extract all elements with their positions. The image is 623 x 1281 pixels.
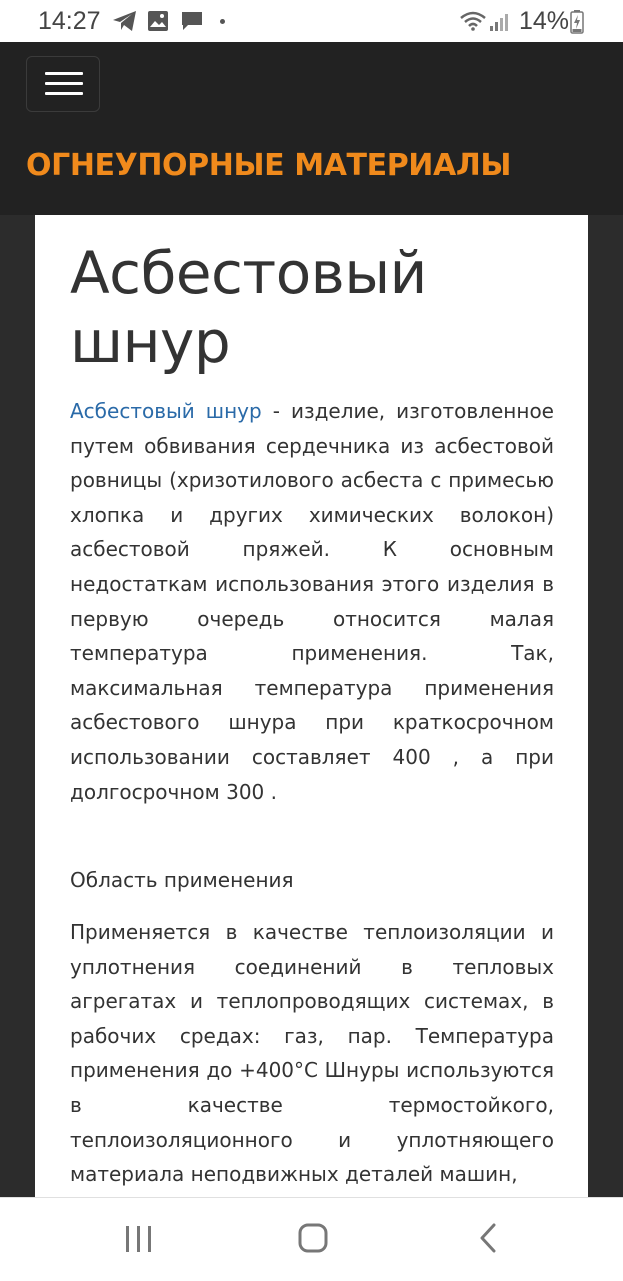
article-intro-text: - изделие, изготовленное путем обвивания сердечника из асбестовой ровницы (хризотилового асбеста с примесью хлопка и других химических волокон) асбестовой пряжей. К основным недостаткам использования этого изделия в первую очередь относится малая температура применения. Так, максимальная температура применения асбестового шнура при краткосрочном использовании составляет 400 , а при долгосрочном 300 . [70,399,554,804]
signal-icon [489,12,511,36]
gallery-icon [147,10,169,36]
home-icon[interactable] [298,1223,328,1257]
battery-charging-icon [570,10,584,38]
section-heading: Область применения [70,868,294,892]
wifi-icon [459,11,487,35]
back-icon[interactable] [478,1223,498,1257]
status-time: 14:27 [38,7,101,35]
hamburger-menu-icon[interactable] [26,56,100,112]
message-icon [181,10,203,36]
battery-percent: 14% [519,7,570,35]
status-bar [0,0,623,42]
recent-apps-icon[interactable] [124,1225,154,1257]
telegram-icon [112,10,138,36]
page-title: Асбестовый шнур [70,239,427,376]
system-nav-bar [0,1197,623,1281]
more-notifications-dot [220,19,225,24]
section-paragraph: Применяется в качестве теплоизоляции и уплотнения соединений в тепловых агрегатах и теплопроводящих системах, в рабочих средах: газ, пар. Температура применения до +400°С Шнуры используются в качестве термостойкого, теплоизоляционного и уплотняющего материала неподвижных деталей машин, [70,920,554,1187]
site-brand-title[interactable]: ОГНЕУПОРНЫЕ МАТЕРИАЛЫ [26,148,512,183]
article-card [35,215,588,1200]
article-title-link[interactable]: Асбестовый шнур [70,399,262,423]
site-header [0,42,623,215]
article-intro-paragraph [70,394,554,809]
